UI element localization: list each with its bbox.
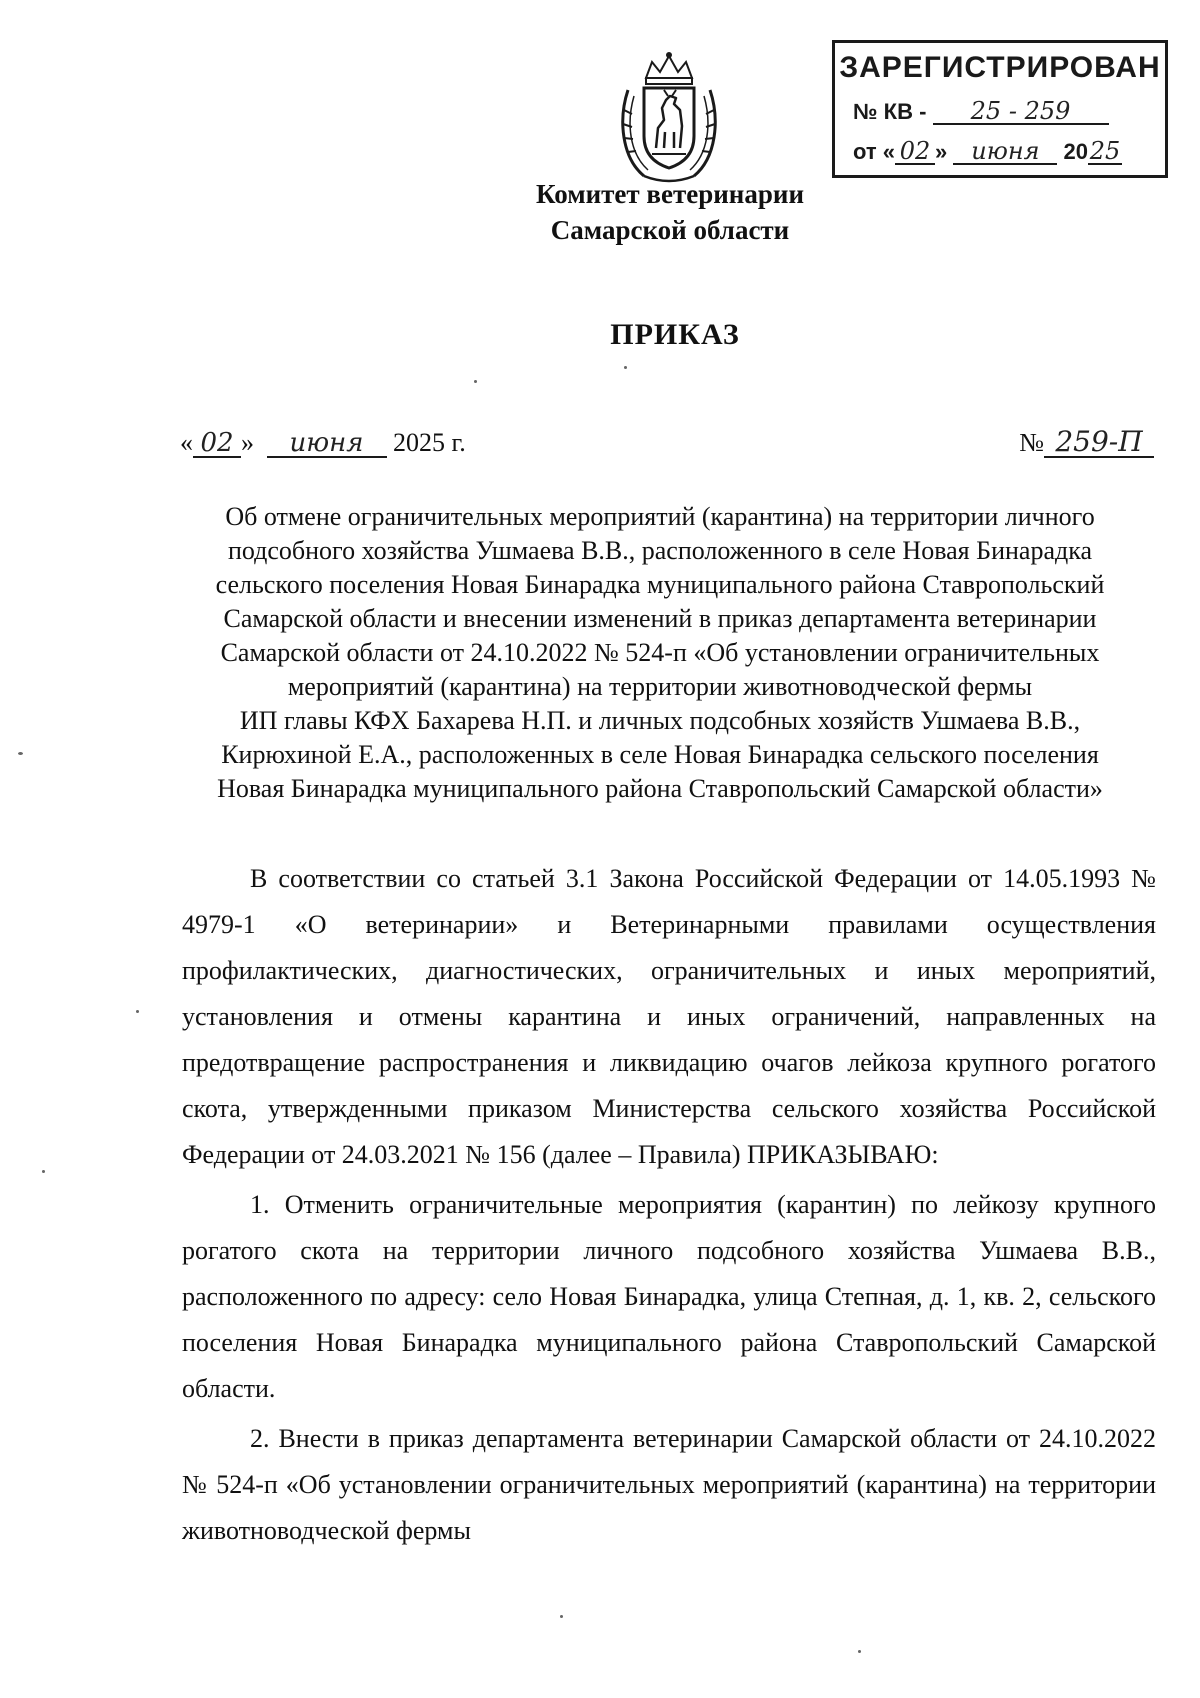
order-item-2: 2. Внести в приказ департамента ветеринарии Самарской области от 24.10.2022 № 524-п «Об установлении ограничительных мероприятий (карантина) на территории животноводческой фермы xyxy=(182,1424,1156,1545)
registration-stamp xyxy=(832,40,1168,178)
stamp-date-month: июня xyxy=(953,139,1057,165)
order-date-month: июня xyxy=(267,430,387,458)
order-date-open-quote: « xyxy=(180,428,193,457)
subject-line: подсобного хозяйства Ушмаева В.В., расположенного в селе Новая Бинарадка xyxy=(227,536,1092,565)
order-body xyxy=(182,856,1156,1554)
organization-name-line2: Самарской области xyxy=(550,215,790,245)
stamp-number-handwritten: 25 - 259 xyxy=(933,99,1109,125)
scan-speck xyxy=(858,1650,861,1653)
scan-speck xyxy=(560,1615,563,1618)
order-number xyxy=(1019,425,1154,458)
order-date-day: 02 xyxy=(193,430,241,458)
subject-line: Об отмене ограничительных мероприятий (карантина) на территории личного xyxy=(225,502,1095,531)
order-number-label: № xyxy=(1019,428,1044,457)
stamp-year-prefix: 20 xyxy=(1063,139,1088,164)
stamp-date-sep: » xyxy=(935,139,948,164)
order-number-handwritten: 259-П xyxy=(1044,428,1154,458)
stamp-date-prefix: от « xyxy=(853,139,896,164)
stamp-date-day: 02 xyxy=(895,139,935,165)
document-title: ПРИКАЗ xyxy=(610,318,740,351)
scan-speck xyxy=(624,366,627,369)
scan-speck xyxy=(474,380,477,383)
order-item-1: 1. Отменить ограничительные мероприятия (карантин) по лейкозу крупного рогатого скота на территории личного подсобного хозяйства Ушмаева В.В., расположенного по адресу: село Новая Бинарадка, улица Степная, д. 1, кв. 2, сельского поселения Новая Бинарадка муниципального района Ставропольский Самарской области. xyxy=(182,1190,1156,1403)
subject-line: Самарской области от 24.10.2022 № 524-п «Об установлении ограничительных xyxy=(220,638,1100,667)
subject-line: Новая Бинарадка муниципального района Ставропольский Самарской области» xyxy=(217,774,1103,803)
preamble-paragraph: В соответствии со статьей 3.1 Закона Российской Федерации от 14.05.1993 № 4979-1 «О ветеринарии» и Ветеринарными правилами осуществления профилактических, диагностических, ограничительных и иных мероприятий, установления и отмены карантина и иных ограничений, направленных на предотвращение распространения и ликвидацию очагов лейкоза крупного рогатого скота, утвержденными приказом Министерства сельского хозяйства Российской Федерации от 24.03.2021 № 156 (далее – Правила) ПРИКАЗЫВАЮ: xyxy=(182,864,1156,1169)
subject-line: Самарской области и внесении изменений в приказ департамента ветеринарии xyxy=(223,604,1097,633)
order-date xyxy=(180,428,466,458)
scan-speck xyxy=(18,752,23,755)
scan-speck xyxy=(42,1170,45,1173)
subject-line: мероприятий (карантина) на территории животноводческой фермы xyxy=(287,672,1033,701)
stamp-title: ЗАРЕГИСТРИРОВАН xyxy=(839,51,1161,84)
stamp-number-prefix: № КВ - xyxy=(853,99,927,124)
subject-line: Кирюхиной Е.А., расположенных в селе Новая Бинарадка сельского поселения xyxy=(221,740,1099,769)
order-subject xyxy=(160,500,1160,806)
samara-coat-of-arms-emblem xyxy=(614,50,724,185)
organization-name xyxy=(440,176,900,248)
organization-name-line1: Комитет ветеринарии xyxy=(536,179,804,209)
scan-speck xyxy=(136,1010,139,1013)
subject-line: ИП главы КФХ Бахарева Н.П. и личных подсобных хозяйств Ушмаева В.В., xyxy=(239,706,1081,735)
order-date-year: 2025 г. xyxy=(393,428,466,457)
stamp-number-row xyxy=(853,99,1151,125)
stamp-year-suffix: 25 xyxy=(1089,137,1121,165)
subject-line: сельского поселения Новая Бинарадка муниципального района Ставропольский xyxy=(215,570,1105,599)
order-date-close-quote: » xyxy=(241,428,254,457)
stamp-date-row xyxy=(853,139,1151,165)
